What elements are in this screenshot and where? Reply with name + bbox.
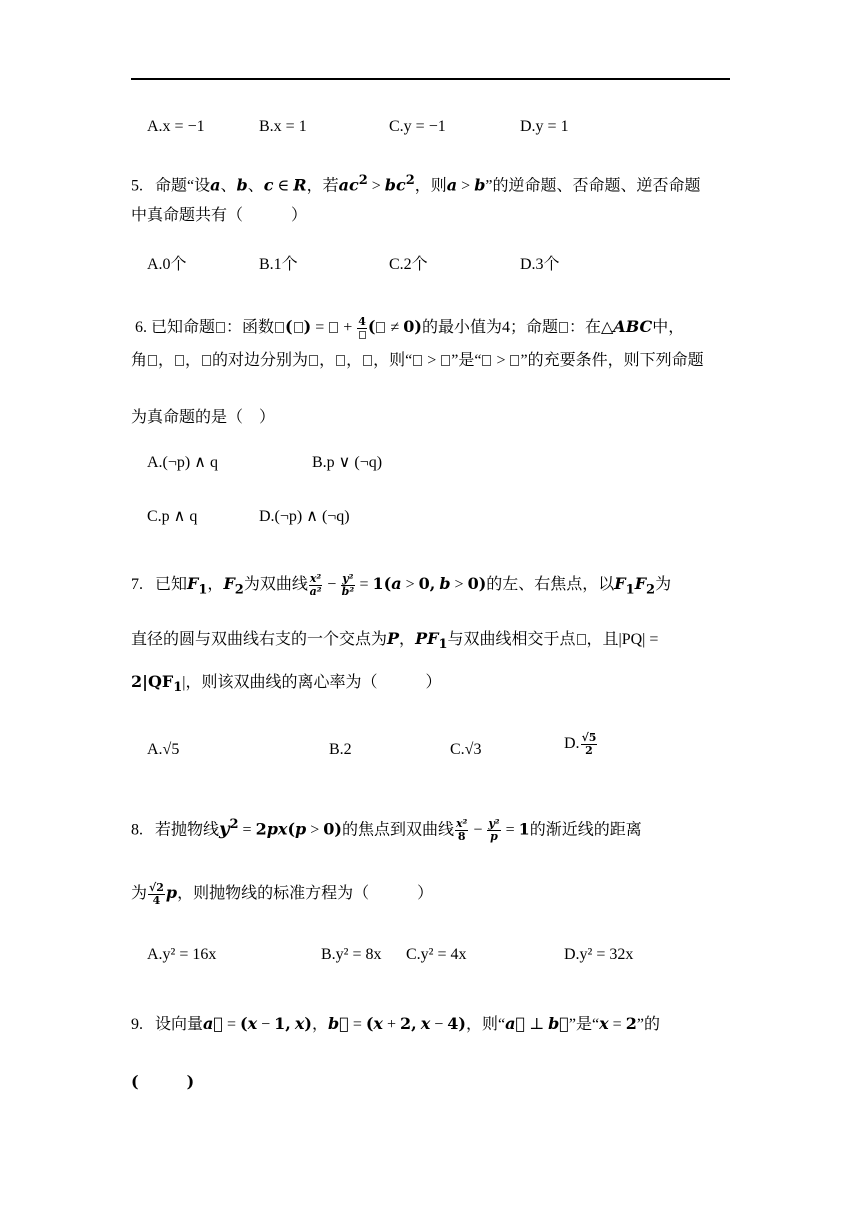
q5-text: ，若 [306,177,339,195]
q7-option-a: A.√5 [147,741,180,758]
q6-text: 已知命题 [151,319,216,337]
q8-text: ，则抛物线的标准方程为（ ） [177,885,434,903]
q7-text: 2|QF [131,672,174,691]
q9-text: 设向量 [155,1016,204,1033]
q6-text: ：在△ [568,319,614,337]
q7-text: 为 [655,576,672,594]
q9-text: ，则“ [465,1016,506,1033]
q5-text: ，则 [414,177,447,195]
q5-option-c: C.2个 [389,256,428,273]
q6-option-c: C.p ∧ q [147,508,198,525]
q8-text: 的焦点到双曲线 [341,821,454,839]
header-rule [131,78,730,80]
q7-text: 与双曲线相交于点 [447,631,576,648]
q6-text: 中， [652,319,685,337]
q7-stem-line1: 7. 已知$F_1$，$F_2$为双曲线 $\frac{\text{x²}}{\text{a²}}$ − $\frac{\text{y²}}{\text{b²}}$ = 1(a > 0, b > 0)的左、右焦点，以$F_1F_2$为 [131,572,672,598]
q7-option-d-label: D. [564,735,580,753]
q6-number: 6. [135,319,147,337]
q5-text: ”的逆命题、否命题、逆否命题 [485,177,701,195]
q7-text: 已知 [155,576,188,594]
q6-text: ：函数 [226,319,275,337]
q8-option-b: B.y² = 8x [321,946,382,963]
q6-text: ”是“ [451,352,482,369]
q7-option-b: B.2 [329,741,352,758]
q7-option-d: D. $\frac{√5}{2}$ [564,731,597,757]
q5-stem-line1: 5. 命题“设a、b、c ∈ R，若$ac^2 > bc^2$，则a > b”的逆命题、否命题、逆否命题 [131,173,701,195]
q8-option-a: A.y² = 16x [147,946,217,963]
q9-stem-line2: ( ) [131,1072,195,1091]
q5-number: 5. [131,177,143,195]
q6-option-a: A.(¬p) ∧ q [147,454,218,471]
q8-number: 8. [131,821,143,839]
q6-stem-line1: 6. 已知命题 ：函数 ( ) = + 4 ( ≠ 0)的最小值为4；命题 ：在△ABC中， [135,316,684,341]
q7-text: ，且|PQ| = [586,631,659,648]
q7-number: 7. [131,576,143,594]
q5-text: 命题“设 [155,177,211,195]
q8-option-d: D.y² = 32x [564,946,634,963]
q9-number: 9. [131,1016,143,1033]
q7-text: |，则该双曲线的离心率为（ ） [182,674,442,691]
q6-text: ，则“ [373,352,413,369]
q6-stem-line3: 为真命题的是（ ） [131,409,276,426]
q8-text: 为 [131,885,148,903]
q9-text: ”的 [636,1016,660,1033]
q6-text: 的最小值为4；命题 [421,319,558,337]
q5-stem-line2: 中真命题共有（ ） [131,207,308,224]
q8-stem-line2: 为 $\frac{√2}{4}$ p，则抛物线的标准方程为（ ） [131,881,434,907]
q4-option-a: A.x = −1 [147,118,205,135]
q8-text: 的渐近线的距离 [529,821,642,839]
q4-option-b: B.x = 1 [259,118,307,135]
q6-text: 角 [131,352,148,369]
q7-text: 为双曲线 [243,576,308,594]
q7-option-c: C.√3 [450,741,482,758]
q4-option-c: C.y = −1 [389,118,446,135]
q5-option-a: A.0个 [147,256,187,273]
q7-stem-line3: $2|QF_1|$，则该双曲线的离心率为（ ） [131,672,442,696]
q9-text: ”是“ [568,1016,600,1033]
q5-option-d: D.3个 [520,256,560,273]
q5-option-b: B.1个 [259,256,298,273]
q8-text: 若抛物线 [155,821,220,839]
q6-stem-line2: 角 ， ， 的对边分别为 ， ， ，则“ > ”是“ > ”的充要条件，则下列命题 [131,352,704,369]
q6-text: 的对边分别为 [212,352,309,369]
q8-option-c: C.y² = 4x [406,946,467,963]
q6-option-d: D.(¬p) ∧ (¬q) [259,508,350,525]
q7-text: 直径的圆与双曲线右支的一个交点为 [131,631,388,648]
q8-stem-line1: 8. 若抛物线$y^2 = 2px(p > 0)$的焦点到双曲线 $\frac{\text{x²}}{8}$ − $\frac{\text{y²}}{p}$ = 1的渐近线的距离 [131,817,642,844]
q9-stem-line1: 9. 设向量a⃗ = (x − 1, x)，b⃗ = (x + 2, x − 4)，则“a⃗ ⊥ b⃗”是“x = 2”的 [131,1014,660,1033]
q6-text: ”的充要条件，则下列命题 [520,352,704,369]
q7-text: 的左、右焦点，以 [486,576,615,594]
q4-option-d: D.y = 1 [520,118,569,135]
q6-option-b: B.p ∨ (¬q) [312,454,383,471]
q7-stem-line2: 直径的圆与双曲线右支的一个交点为P，$PF_1$与双曲线相交于点 ，且|PQ| = [131,629,659,653]
